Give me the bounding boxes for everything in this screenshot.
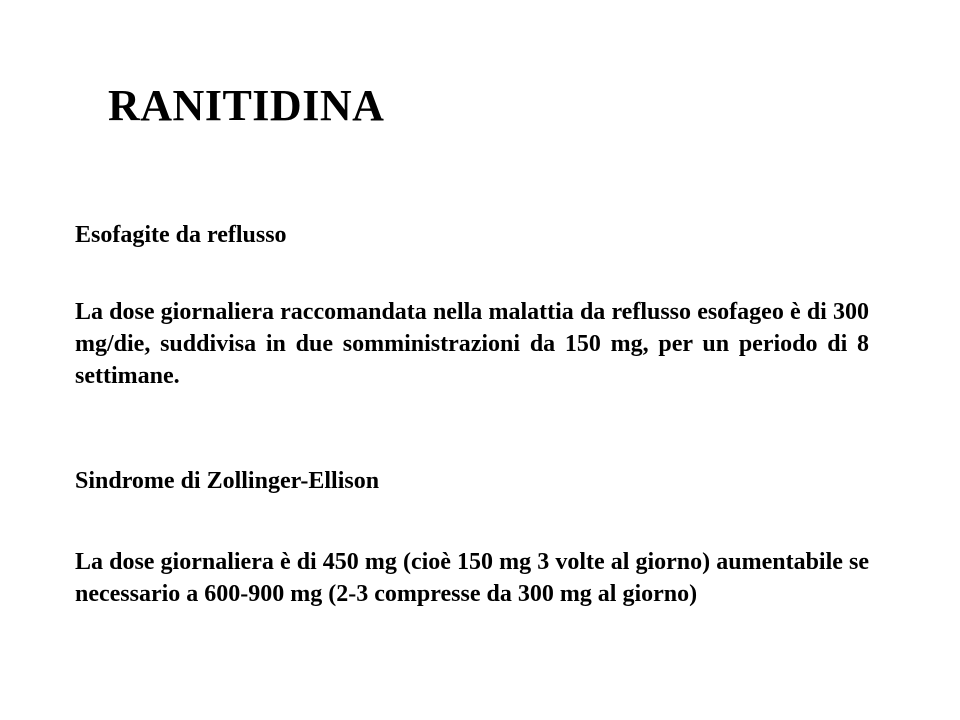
section-text-zollinger-ellison: La dose giornaliera è di 450 mg (cioè 150 mg 3 volte al giorno) aumentabile se necessario a 600-900 mg (2-3 compresse da 300 mg al giorno) (75, 549, 869, 607)
section-text-reflux-esophagitis: La dose giornaliera raccomandata nella malattia da reflusso esofageo è di 300 mg/die, suddivisa in due somministrazioni da 150 mg, per un periodo di 8 settimane. (75, 299, 869, 389)
section-heading-reflux-esophagitis: Esofagite da reflusso (75, 222, 287, 248)
slide-title: RANITIDINA (108, 81, 385, 130)
section-heading-zollinger-ellison: Sindrome di Zollinger-Ellison (75, 468, 380, 494)
